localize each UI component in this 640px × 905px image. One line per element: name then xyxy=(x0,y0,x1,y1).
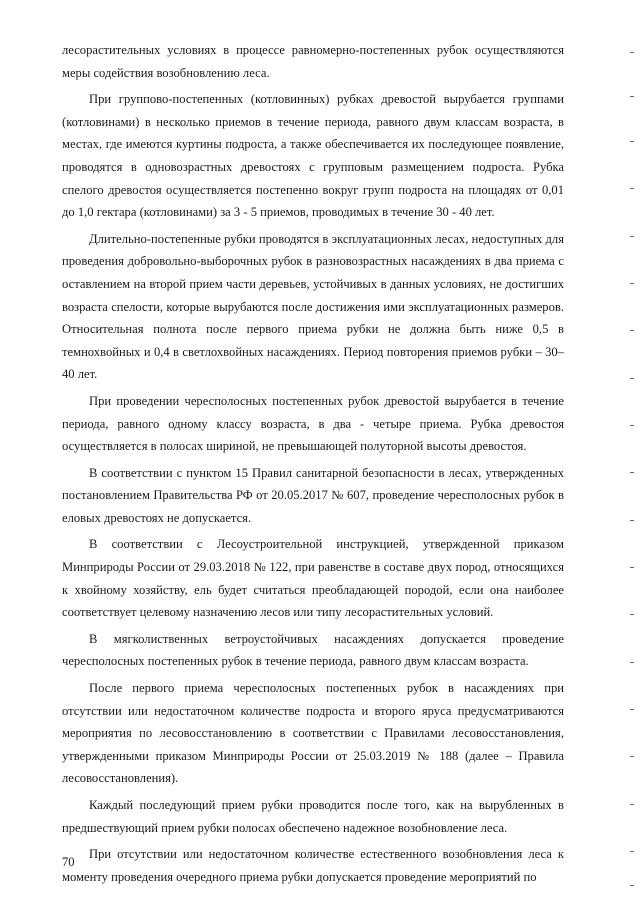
edge-tick xyxy=(630,567,634,568)
page-number: 70 xyxy=(62,855,75,869)
edge-tick xyxy=(630,472,634,473)
edge-tick xyxy=(630,283,634,284)
edge-tick xyxy=(630,756,634,757)
paragraph-group-selective-felling: При группово-постепенных (котловинных) рубках древостой вырубается группами (котловинами) в несколько приемов в течение периода, равного двум классам возраста, в местах, где имеются куртины подроста, а также обеспечивается их последующее появление, проводятся в одновозрастных древостоях с групповым размещением подроста. Рубка спелого древостоя осуществляется постепенно вокруг групп подроста на площадях от 0,01 до 1,0 гектара (котловинами) за 3 - 5 приемов, проводимых в течение 30 - 40 лет. xyxy=(62,92,564,220)
edge-tick xyxy=(630,236,634,237)
scan-edge-marks xyxy=(620,0,640,905)
edge-tick xyxy=(630,804,634,805)
edge-tick xyxy=(630,96,634,97)
paragraph-sanitary-rules: В соответствии с пунктом 15 Правил санитарной безопасности в лесах, утвержденных постановлением Правительства РФ от 20.05.2017 № 607, проведение чересполосных рубок в еловых древостоях не допускается. xyxy=(62,465,564,525)
edge-tick xyxy=(630,378,634,379)
paragraph-continued: лесорастительных условиях в процессе равномерно-постепенных рубок осуществляются меры содействия возобновлению леса. xyxy=(62,43,564,80)
edge-tick xyxy=(630,709,634,710)
paragraph-strip-felling: При проведении чересполосных постепенных рубок древостой вырубается в течение периода, равного одному классу возраста, в два - четыре приема. Рубка древостоя осуществляется в полосах шириной, не превышающей полуторной высоты древостоя. xyxy=(62,393,564,454)
edge-tick xyxy=(630,520,634,521)
edge-tick xyxy=(630,188,634,189)
edge-tick xyxy=(630,614,634,615)
edge-tick xyxy=(630,52,634,53)
edge-tick xyxy=(630,141,634,142)
body-text xyxy=(62,39,564,892)
edge-tick xyxy=(630,425,634,426)
edge-tick xyxy=(630,330,634,331)
paragraph-long-term-felling: Длительно-постепенные рубки проводятся в эксплуатационных лесах, недоступных для проведения добровольно-выборочных рубок в разновозрастных насаждениях в два приема с оставлением на второй прием части деревьев, устойчивых в данных условиях, не достигших возраста спелости, которые вырубаются после достижения ими эксплуатационных размеров. Относительная полнота после первого приема рубки не должна быть ниже 0,5 в темнохвойных и 0,4 в светлохвойных насаждениях. Период повторения приемов рубки – 30–40 лет. xyxy=(62,231,564,382)
paragraph-natural-regeneration: При отсутствии или недостаточном количестве естественного возобновления леса к моменту проведения очередного приема рубки допускается проведение мероприятий по xyxy=(62,847,564,884)
edge-tick xyxy=(630,662,634,663)
paragraph-subsequent-felling: Каждый последующий прием рубки проводится после того, как на вырубленных в предшествующий прием рубки полосах обеспечено надежное возобновление леса. xyxy=(62,798,564,835)
paragraph-forest-inventory-instruction: В соответствии с Лесоустроительной инструкцией, утвержденной приказом Минприроды России от 29.03.2018 № 122, при равенстве в составе двух пород, относящихся к хвойному хозяйству, ель будет считаться преобладающей породой, если она наиболее соответствует целевому назначению лесов или типу лесорастительных условий. xyxy=(62,537,564,620)
edge-tick xyxy=(630,851,634,852)
paragraph-reforestation-measures: После первого приема чересполосных постепенных рубок в насаждениях при отсутствии или недостаточном количестве подроста и второго яруса предусматриваются мероприятия по лесовосстановлению в соответствии с Правилами лесовосстановления, утвержденными приказом Минприроды России от 25.03.2019 № 188 (далее – Правила лесовосстановления). xyxy=(62,681,564,786)
paragraph-softwood-stands: В мягколиственных ветроустойчивых насаждениях допускается проведение чересполосных постепенных рубок в течение периода, равного двум классам возраста. xyxy=(62,631,564,669)
edge-tick xyxy=(630,885,634,886)
